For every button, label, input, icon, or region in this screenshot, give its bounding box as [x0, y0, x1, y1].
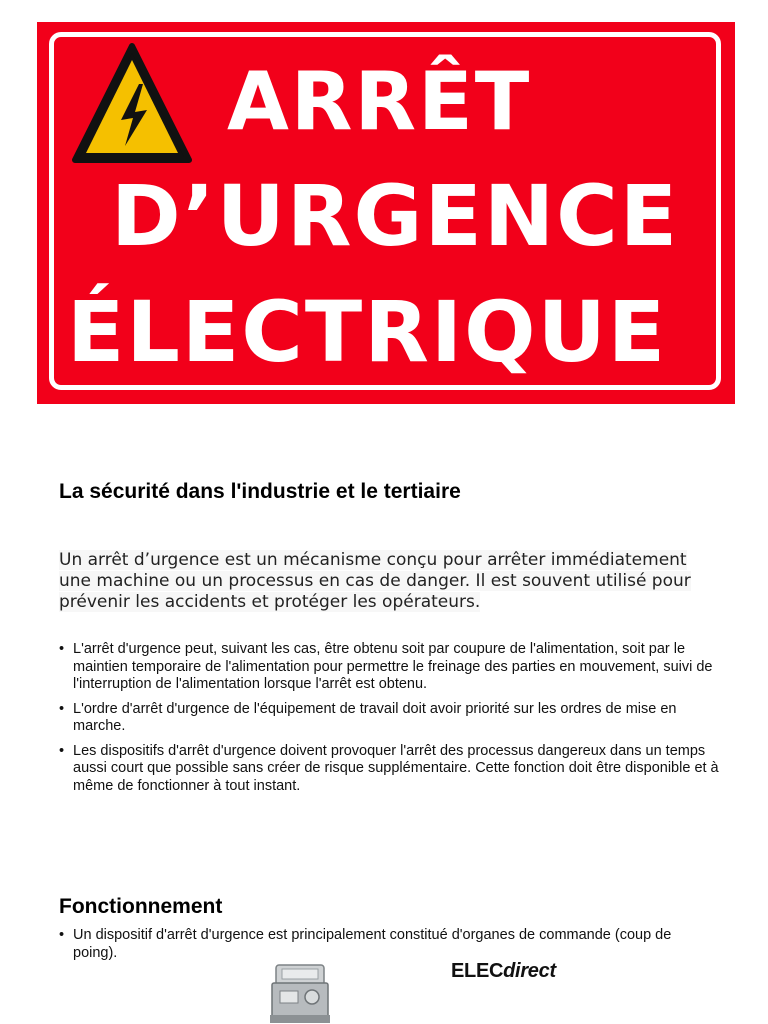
warning-banner [37, 22, 735, 404]
banner-title-line-2: D’URGENCE [111, 167, 680, 265]
bullet-list-securite [59, 641, 719, 802]
brand-logo [451, 960, 556, 983]
brand-logo-part-2: direct [503, 960, 556, 982]
list-item: • L'arrêt d'urgence peut, suivant les cas, être obtenu soit par coupure de l'alimentation, soit par le maintien temporaire de l'alimentation pour permettre le freinage des parties en mouvement, suivi de l'interruption de l'alimentation lorsque l'arrêt est obtenu. [59, 641, 719, 694]
intro-text: Un arrêt d’urgence est un mécanisme conçu pour arrêter immédiatement une machine ou un processus en cas de danger. Il est souvent utilisé pour prévenir les accidents et protéger les opérateurs. [59, 550, 691, 612]
list-item: • Un dispositif d'arrêt d'urgence est principalement constitué d'organes de commande (coup de poing). [59, 927, 719, 962]
section-heading-securite: La sécurité dans l'industrie et le tertiaire [59, 480, 461, 503]
banner-title-line-1: ARRÊT [227, 55, 532, 148]
intro-paragraph [59, 550, 719, 613]
bullet-list-fonctionnement [59, 927, 719, 969]
list-item: • L'ordre d'arrêt d'urgence de l'équipement de travail doit avoir priorité sur les ordres de mise en marche. [59, 701, 719, 736]
emergency-stop-device-image [268, 963, 334, 1024]
section-heading-fonctionnement: Fonctionnement [59, 895, 223, 918]
list-item: • Les dispositifs d'arrêt d'urgence doivent provoquer l'arrêt des processus dangereux dans un temps aussi court que possible sans créer de risque supplémentaire. Cette fonction doit être disponible et à même de fonctionner à tout instant. [59, 743, 719, 796]
banner-title-line-3: ÉLECTRIQUE [67, 283, 668, 381]
brand-logo-part-1: ELEC [451, 960, 504, 982]
high-voltage-warning-icon [71, 42, 193, 166]
